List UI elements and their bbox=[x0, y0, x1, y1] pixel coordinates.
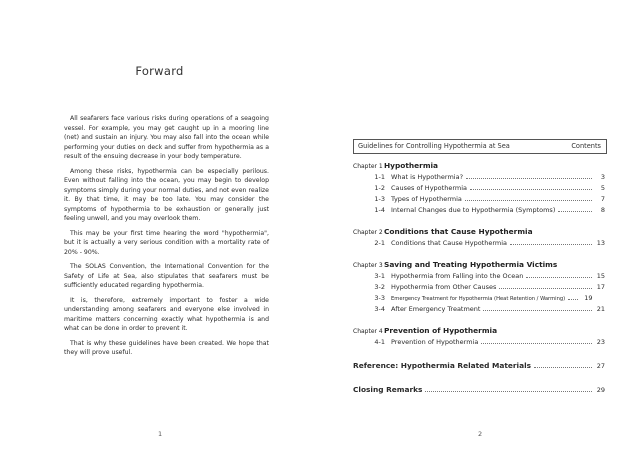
section-title: Emergency Treatment for Hypothermia (Heat Retention / Warming) bbox=[391, 296, 566, 302]
section-number: 3-2 bbox=[374, 283, 385, 291]
guidelines-title: Guidelines for Controlling Hypothermia at Sea bbox=[358, 142, 510, 150]
page-ref: 7 bbox=[600, 195, 605, 203]
toc-entry[interactable] bbox=[353, 194, 605, 205]
page-ref: 17 bbox=[596, 283, 605, 291]
dot-leader bbox=[499, 288, 592, 289]
dot-leader bbox=[526, 277, 592, 278]
chapter-title: Saving and Treating Hypothermia Victims bbox=[384, 260, 558, 269]
toc-entry[interactable] bbox=[353, 205, 605, 216]
page-ref: 5 bbox=[600, 184, 605, 192]
section-title: Hypothermia from Other Causes bbox=[391, 283, 497, 291]
chapter-title: Prevention of Hypothermia bbox=[384, 326, 498, 335]
section-title: Prevention of Hypothermia bbox=[391, 338, 479, 346]
section-number: 3-4 bbox=[374, 305, 385, 313]
section-title: Hypothermia from Falling into the Ocean bbox=[391, 272, 524, 280]
chapter-heading[interactable] bbox=[353, 226, 605, 238]
dot-leader bbox=[568, 299, 578, 300]
forward-title: Forward bbox=[135, 64, 184, 78]
forward-paragraph: It is, therefore, extremely important to foster a wide understanding among seafarers and everyone else involved in maritime matters concerning exactly what hypothermia is and what can be done in order to prevent it. bbox=[64, 296, 269, 332]
section-title: After Emergency Treatment bbox=[391, 305, 481, 313]
page-ref: 23 bbox=[596, 338, 605, 346]
chapter-label: Chapter 1 bbox=[353, 163, 383, 170]
chapter-title: Hypothermia bbox=[384, 161, 439, 170]
right-page bbox=[319, 0, 638, 451]
chapter-heading[interactable] bbox=[353, 259, 605, 271]
toc-entry[interactable] bbox=[353, 183, 605, 194]
page-ref: 3 bbox=[600, 173, 605, 181]
section-title: Internal Changes due to Hypothermia (Symptoms) bbox=[391, 206, 556, 214]
dot-leader bbox=[470, 189, 592, 190]
section-number: 1-4 bbox=[374, 206, 385, 214]
dot-leader bbox=[481, 343, 592, 344]
page-ref: 27 bbox=[596, 362, 605, 370]
section-number: 1-1 bbox=[374, 173, 385, 181]
toc-entry[interactable] bbox=[353, 282, 605, 293]
reference-title: Reference: Hypothermia Related Materials bbox=[353, 361, 532, 370]
toc-entry[interactable] bbox=[353, 172, 605, 183]
dot-leader bbox=[534, 367, 592, 368]
dot-leader bbox=[466, 178, 592, 179]
table-of-contents bbox=[353, 160, 605, 396]
dot-leader bbox=[465, 200, 592, 201]
page-ref: 8 bbox=[600, 206, 605, 214]
section-number: 3-3 bbox=[374, 294, 385, 302]
toc-entry[interactable] bbox=[353, 238, 605, 249]
forward-paragraph: This may be your first time hearing the word "hypothermia", but it is actually a very serious condition with a mortality rate of 20% - 90%. bbox=[64, 229, 269, 256]
toc-reference-entry[interactable] bbox=[353, 360, 605, 372]
dot-leader bbox=[425, 391, 592, 392]
contents-header bbox=[353, 139, 607, 154]
toc-entry[interactable] bbox=[353, 337, 605, 348]
page-ref: 29 bbox=[596, 386, 605, 394]
chapter-label: Chapter 4 bbox=[353, 328, 383, 335]
section-title: Conditions that Cause Hypothermia bbox=[391, 239, 508, 247]
chapter-title: Conditions that Cause Hypothermia bbox=[384, 227, 533, 236]
toc-entry[interactable] bbox=[353, 304, 605, 315]
toc-entry[interactable] bbox=[353, 271, 605, 282]
forward-body bbox=[64, 114, 269, 363]
section-number: 1-3 bbox=[374, 195, 385, 203]
dot-leader bbox=[510, 244, 592, 245]
forward-paragraph: That is why these guidelines have been created. We hope that they will prove useful. bbox=[64, 339, 269, 356]
page-ref: 15 bbox=[596, 272, 605, 280]
page-ref: 19 bbox=[584, 294, 593, 302]
chapter-heading[interactable] bbox=[353, 160, 605, 172]
page-ref: 21 bbox=[596, 305, 605, 313]
section-number: 3-1 bbox=[374, 272, 385, 280]
closing-title: Closing Remarks bbox=[353, 385, 423, 394]
section-number: 4-1 bbox=[374, 338, 385, 346]
section-title: Causes of Hypothermia bbox=[391, 184, 467, 192]
section-number: 1-2 bbox=[374, 184, 385, 192]
toc-closing-entry[interactable] bbox=[353, 384, 605, 396]
toc-entry[interactable] bbox=[353, 293, 605, 304]
section-title: What is Hypothermia? bbox=[391, 173, 464, 181]
chapter-label: Chapter 3 bbox=[353, 262, 383, 269]
dot-leader bbox=[483, 310, 592, 311]
contents-label: Contents bbox=[571, 142, 601, 150]
dot-leader bbox=[558, 211, 592, 212]
forward-paragraph: The SOLAS Convention, the International Convention for the Safety of Life at Sea, also stipulates that seafarers must be sufficiently educated regarding hypothermia. bbox=[64, 263, 269, 289]
page-number-left: 1 bbox=[158, 430, 163, 438]
page-ref: 13 bbox=[596, 239, 605, 247]
section-title: Types of Hypothermia bbox=[391, 195, 462, 203]
forward-paragraph: Among these risks, hypothermia can be especially perilous. Even without falling into the ocean, you may begin to develop symptoms simply during your normal duties, and not even realize it. By that time, it may be too late. You may consider the symptoms of hypothermia to be exhaustion or generally just feeling unwell, and you may overlook them. bbox=[64, 167, 269, 222]
chapter-heading[interactable] bbox=[353, 325, 605, 337]
chapter-label: Chapter 2 bbox=[353, 229, 383, 236]
section-number: 2-1 bbox=[374, 239, 385, 247]
page-number-right: 2 bbox=[478, 430, 483, 438]
forward-paragraph: All seafarers face various risks during operations of a seagoing vessel. For example, you may get caught up in a mooring line (net) and sustain an injury. You may also fall into the ocean while performing your duties on deck and suffer from hypothermia as a result of the ensuing decrease in your body temperature. bbox=[64, 115, 269, 160]
